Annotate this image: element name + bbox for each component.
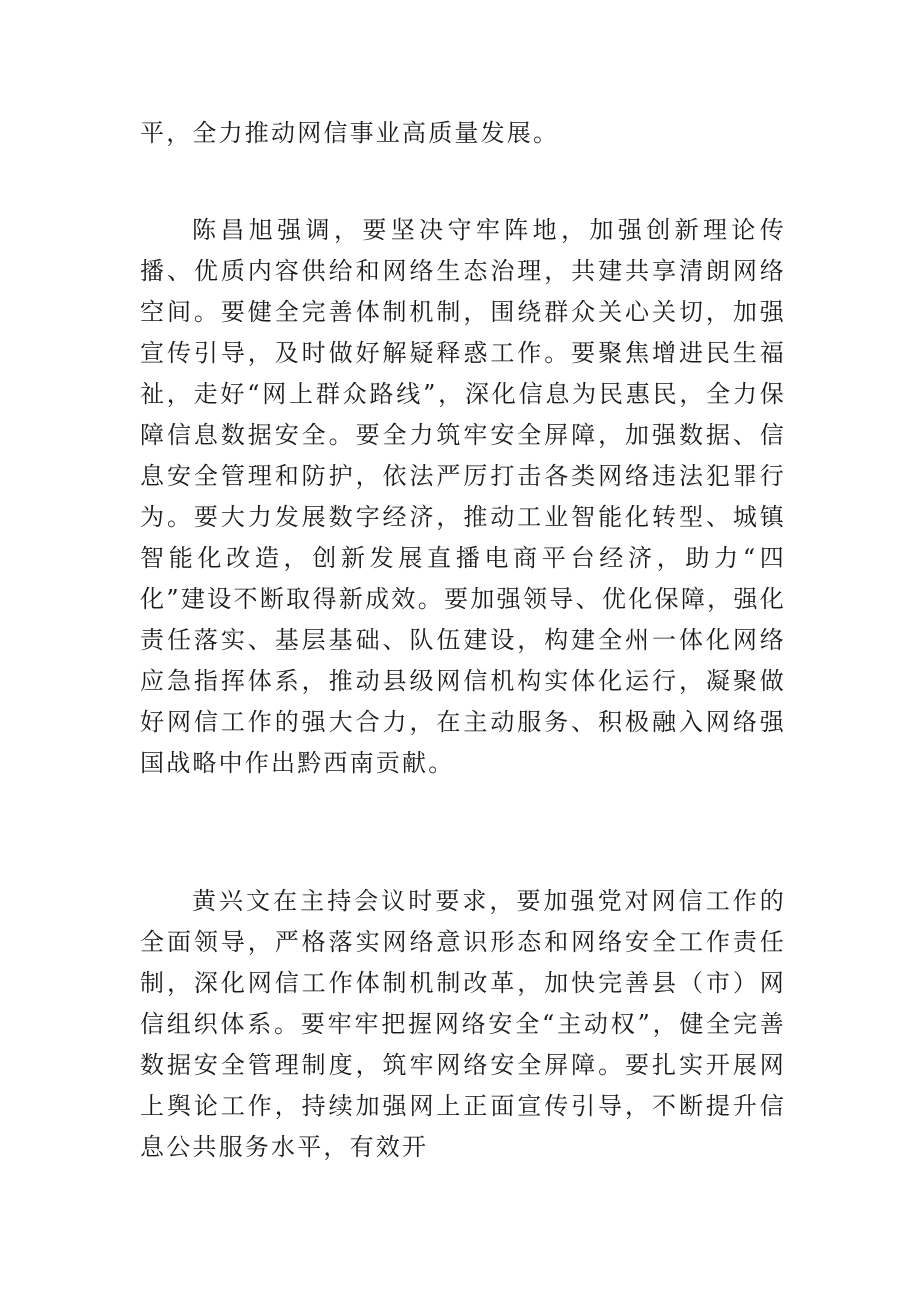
paragraph-continuation: 平，全力推动网信事业高质量发展。 bbox=[140, 119, 560, 147]
paragraph-chen-changxu: 陈昌旭强调，要坚决守牢阵地，加强创新理论传播、优质内容供给和网络生态治理，共建共享清朗网络空间。要健全完善体制机制，围绕群众关心关切，加强宣传引导，及时做好解疑释惑工作。要聚焦增进民生福祉，走好“网上群众路线”，深化信息为民惠民，全力保障信息数据安全。要全力筑牢安全屏障，加强数据、信息安全管理和防护，依法严厉打击各类网络违法犯罪行为。要大力发展数字经济，推动工业智能化转型、城镇智能化改造，创新发展直播电商平台经济，助力“四化”建设不断取得新成效。要加强领导、优化保障，强化责任落实、基层基础、队伍建设，构建全州一体化网络应急指挥体系，推动县级网信机构实体化运行，凝聚做好网信工作的强大合力，在主动服务、积极融入网络强国战略中作出黔西南贡献。 bbox=[140, 216, 786, 777]
paragraph-huang-xingwen: 黄兴文在主持会议时要求，要加强党对网信工作的全面领导，严格落实网络意识形态和网络安全工作责任制，深化网信工作体制机制改革，加快完善县（市）网信组织体系。要牢牢把握网络安全“主动权”，健全完善数据安全管理制度，筑牢网络安全屏障。要扎实开展网上舆论工作，持续加强网上正面宣传引导，不断提升信息公共服务水平，有效开 bbox=[140, 887, 786, 1161]
